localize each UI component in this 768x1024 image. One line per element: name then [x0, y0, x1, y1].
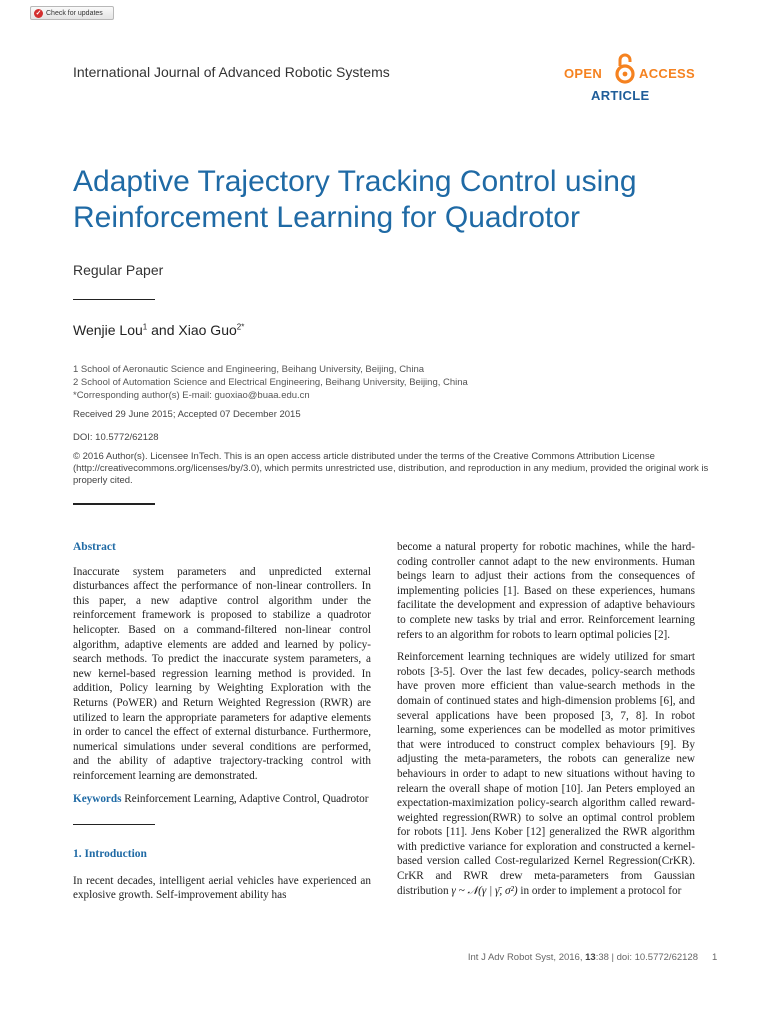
check-updates-icon: ✓	[35, 9, 42, 17]
open-access-access-label: ACCESS	[639, 66, 695, 81]
check-for-updates-label: Check for updates	[46, 9, 103, 17]
introduction-heading: 1. Introduction	[73, 848, 147, 861]
doi: DOI: 10.5772/62128	[73, 432, 159, 443]
keywords	[73, 792, 371, 807]
author-affiliation-mark: 1	[142, 322, 148, 332]
received-dates: Received 29 June 2015; Accepted 07 December 2015	[73, 409, 301, 420]
citation-volume: 13	[585, 952, 596, 963]
affiliation: 1 School of Aeronautic Science and Engineering, Beihang University, Beijing, China	[73, 364, 425, 375]
journal-name: International Journal of Advanced Robotic Systems	[73, 64, 390, 80]
abstract-heading: Abstract	[73, 541, 116, 553]
body-text: in order to implement a protocol for	[517, 884, 682, 897]
license-text: © 2016 Author(s). Licensee InTech. This is an open access article distributed under the terms of the Creative Commons Attribution License (http://creativecommons.org/licenses/by/3.0), which permits unrestricted use, distribution, and reproduction in any medium, provided the original work is properly cited.	[73, 451, 709, 486]
authors	[73, 322, 244, 338]
citation-doi: :38 | doi: 10.5772/62128	[595, 952, 698, 963]
affiliation: 2 School of Automation Science and Electrical Engineering, Beihang University, Beijing, China	[73, 377, 468, 388]
check-for-updates-badge[interactable]	[30, 6, 114, 20]
paper-title: Adaptive Trajectory Tracking Control using Reinforcement Learning for Quadrotor	[73, 165, 637, 234]
open-access-logo	[562, 50, 702, 110]
footer-citation	[468, 952, 698, 963]
citation-journal: Int J Adv Robot Syst, 2016,	[467, 952, 586, 963]
open-access-article-label: ARTICLE	[591, 88, 650, 103]
divider	[73, 299, 155, 300]
body-paragraph	[397, 650, 695, 898]
left-column	[73, 540, 371, 911]
author-name: Wenjie Lou	[73, 322, 143, 338]
divider	[73, 503, 155, 505]
author-separator: and	[147, 322, 179, 338]
author-affiliation-mark: 2*	[236, 322, 245, 332]
inline-math: γ ~ 𝒩(γ | γ̄, σ²)	[451, 884, 518, 897]
keywords-label: Keywords	[73, 792, 122, 805]
right-column	[397, 540, 695, 906]
author-name: Xiao Guo	[178, 322, 237, 338]
paper-type: Regular Paper	[73, 262, 164, 278]
corresponding-author: *Corresponding author(s) E-mail: guoxiao@buaa.edu.cn	[73, 390, 310, 401]
body-paragraph: become a natural property for robotic machines, while the hard-coding controller cannot adapt to the new environments. Human beings learn to adjust their actions from the consequences of implementing policies [1]. Based on these experiences, humans facilitate the development and expression of adaptive behaviours to complete new tasks by trial and error. Reinforcement learning refers to an algorithm for robots to learn optimal policies [2].	[397, 541, 695, 641]
page-number: 1	[712, 952, 718, 963]
abstract-text: Inaccurate system parameters and unpredicted external disturbances affect the performance of non-linear controllers. In this paper, a new adaptive control algorithm under the reinforcement framework is proposed to stabilize a quadrotor helicopter. Based on a command-filtered non-linear control algorithm, adaptive elements are added and learned by policy-search methods. To predict the inaccurate system parameters, a new kernel-based regression learning method is provided. In addition, Policy learning by Weighting Exploration with the Returns (PoWER) and Return Weighted Regression (RWR) are utilized to learn the appropriate parameters for adaptive elements in order to cancel the effect of external disturbance. Furthermore, numerical simulations under several conditions are performed, and the ability of adaptive trajectory-tracking control with reinforcement learning are demonstrated.	[73, 565, 371, 782]
introduction-paragraph: In recent decades, intelligent aerial vehicles have experienced an explosive growth. Self-improvement ability has	[73, 874, 371, 902]
open-access-open-label: OPEN	[564, 66, 603, 81]
body-text: Reinforcement learning techniques are widely utilized for smart robots [3-5]. Over the last few decades, policy-search methods have proven more efficient than value-search methods in the domain of continued states and high-dimension problems [6], and several applications have been proposed [3, 7, 8]. In robot learning, some experiences can be modelled as motor primitives that were introduced to construct complex behaviours [9]. By adjusting the meta-parameters, the robots can generalize new behaviours in order to adapt to new situations without having to relearn the overall shape of motion [10]. Jan Peters employed an expectation-maximization policy-search algorithm called reward-weighted regression(RWR) to solve an optimal control problem for robots [11]. Jens Kober [12] generalized the RWR algorithm with predictive variance for exploration and constructed a kernel-based version called Cost-regularized Kernel Regression(CrKR). CrKR and RWR drew meta-parameters from Gaussian distribution	[397, 651, 695, 897]
keywords-list: Reinforcement Learning, Adaptive Control, Quadrotor	[121, 792, 369, 805]
open-access-lock-icon	[615, 52, 635, 86]
divider	[73, 824, 155, 825]
